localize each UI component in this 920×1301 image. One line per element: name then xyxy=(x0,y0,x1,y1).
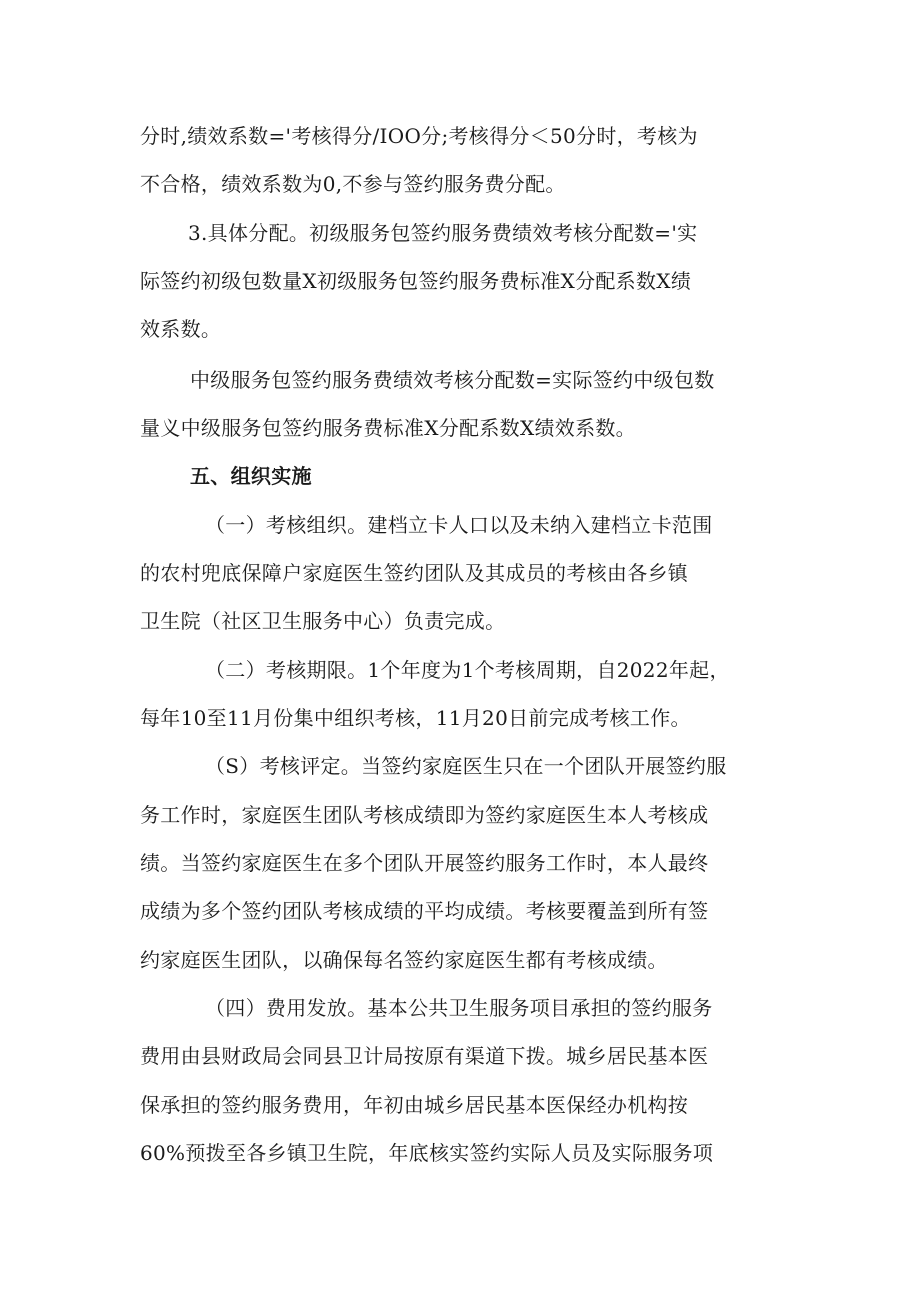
paragraph-line: 60%预拨至各乡镇卫生院，年底核实签约实际人员及实际服务项 xyxy=(140,1141,714,1165)
paragraph-line: 分时,绩效系数='考核得分/IOO分;考核得分＜50分时，考核为 xyxy=(140,124,698,148)
paragraph-line: 3.具体分配。初级服务包签约服务费绩效考核分配数='实 xyxy=(188,221,698,245)
paragraph-line: 成绩为多个签约团队考核成绩的平均成绩。考核要覆盖到所有签 xyxy=(140,899,709,923)
paragraph-line: 卫生院（社区卫生服务中心）负责完成。 xyxy=(140,609,506,633)
paragraph-line: 的农村兜底保障户家庭医生签约团队及其成员的考核由各乡镇 xyxy=(140,561,689,585)
paragraph-line: 约家庭医生团队，以确保每名签约家庭医生都有考核成绩。 xyxy=(140,948,668,972)
paragraph-line: 费用由县财政局会同县卫计局按原有渠道下拨。城乡居民基本医 xyxy=(140,1044,709,1068)
paragraph-line: （一）考核组织。建档立卡人口以及未纳入建档立卡范围 xyxy=(205,513,713,537)
paragraph-line: （四）费用发放。基本公共卫生服务项目承担的签约服务 xyxy=(205,996,713,1020)
paragraph-line: 效系数。 xyxy=(140,317,222,341)
paragraph-line: （S）考核评定。当签约家庭医生只在一个团队开展签约服 xyxy=(205,754,727,778)
section-heading: 五、组织实施 xyxy=(190,464,312,488)
paragraph-line: 每年10至11月份集中组织考核，11月20日前完成考核工作。 xyxy=(140,706,691,730)
paragraph-line: 保承担的签约服务费用，年初由城乡居民基本医保经办机构按 xyxy=(140,1093,689,1117)
paragraph-line: 中级服务包签约服务费绩效考核分配数=实际签约中级包数 xyxy=(190,368,715,392)
paragraph-line: 绩。当签约家庭医生在多个团队开展签约服务工作时，本人最终 xyxy=(140,851,709,875)
paragraph-line: （二）考核期限。1个年度为1个考核周期，自2022年起， xyxy=(205,658,730,682)
paragraph-line: 务工作时，家庭医生团队考核成绩即为签约家庭医生本人考核成 xyxy=(140,803,709,827)
paragraph-line: 量义中级服务包签约服务费标准X分配系数X绩效系数。 xyxy=(140,416,636,440)
paragraph-line: 不合格，绩效系数为0,不参与签约服务费分配。 xyxy=(140,172,566,196)
paragraph-line: 际签约初级包数量X初级服务包签约服务费标准X分配系数X绩 xyxy=(140,269,692,293)
